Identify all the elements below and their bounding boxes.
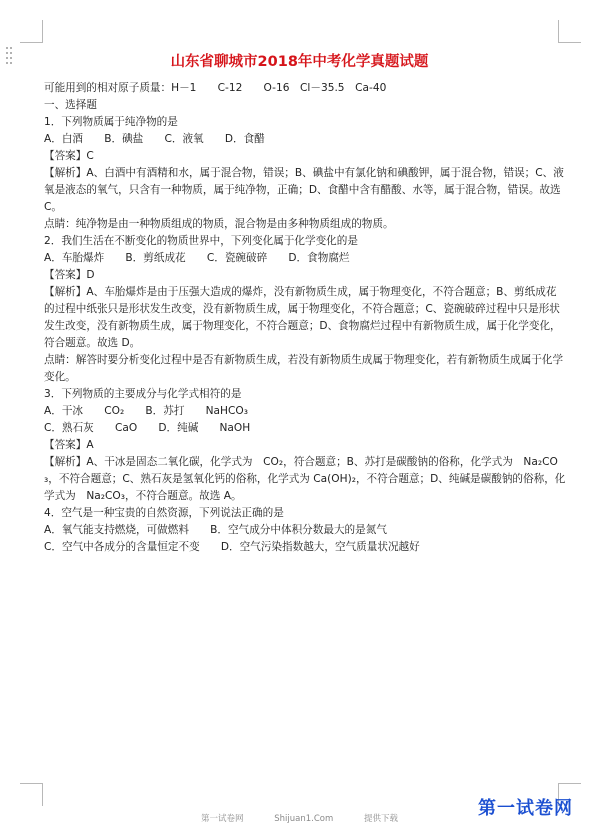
question-3-analysis: 【解析】A、干冰是固态二氧化碳，化学式为 CO₂，符合题意；B、苏打是碳酸钠的俗称，化学式为 Na₂CO₃，不符合题意；C、熟石灰是氢氧化钙的俗称，化学式为 Ca(OH)₂，不符合题意；D、纯碱是碳酸钠的俗称，化学式为 Na₂CO₃，不符合题意。故选 A。	[44, 456, 566, 502]
document-body	[44, 80, 566, 556]
question-4-options-ab: A．氧气能支持燃烧，可做燃料 B．空气成分中体积分数最大的是氮气	[44, 524, 387, 536]
question-3-options-cd: C．熟石灰 CaO D．纯碱 NaOH	[44, 422, 251, 434]
question-1-analysis: 【解析】A、白酒中有酒精和水，属于混合物，错误；B、碘盐中有氯化钠和碘酸钾，属于混合物，错误；C、液氧是液态的氧气，只含有一种物质，属于纯净物，正确；D、食醋中含有醋酸、水等，属于混合物，错误。故选 C。	[44, 167, 564, 213]
section-heading: 一、选择题	[44, 99, 97, 111]
question-3: 3．下列物质的主要成分与化学式相符的是	[44, 388, 242, 400]
question-2-analysis: 【解析】A、车胎爆炸是由于压强大造成的爆炸，没有新物质生成，属于物理变化，不符合题意；B、剪纸成花的过程中纸张只是形状发生改变，没有新物质生成，属于物理变化，不符合题意；C、瓷碗破碎过程中只是形状发生改变，没有新物质生成，属于物理变化，不符合题意；D、食物腐烂过程中有新物质生成，属于化学变化，符合题意。故选 D。	[44, 286, 561, 349]
question-2-answer: 【答案】D	[44, 269, 95, 281]
question-1: 1．下列物质属于纯净物的是	[44, 116, 178, 128]
question-3-answer: 【答案】A	[44, 439, 94, 451]
crop-mark-top-left	[20, 20, 43, 43]
question-1-tip: 点睛：纯净物是由一种物质组成的物质，混合物是由多种物质组成的物质。	[44, 218, 394, 230]
question-2-tip: 点睛：解答时要分析变化过程中是否有新物质生成，若没有新物质生成属于物理变化，若有新物质生成属于化学变化。	[44, 354, 564, 383]
crop-mark-top-right	[558, 20, 581, 43]
document-title: 山东省聊城市2018年中考化学真题试题	[170, 54, 429, 70]
question-1-options: A．白酒 B．碘盐 C．液氧 D．食醋	[44, 133, 265, 145]
footer-site-url: Shijuan1.Com	[274, 814, 334, 824]
atomic-mass-line: 可能用到的相对原子质量：H－1 C-12 O-16 Cl－35.5 Ca-40	[44, 82, 387, 94]
question-4-options-cd: C．空气中各成分的含量恒定不变 D．空气污染指数越大，空气质量状况越好	[44, 541, 420, 553]
footer-site-name: 第一试卷网	[201, 814, 244, 824]
brand-watermark: 第一试卷网	[478, 798, 573, 819]
crop-mark-bottom-left	[20, 783, 43, 806]
question-3-options-ab: A．干冰 CO₂ B．苏打 NaHCO₃	[44, 405, 248, 417]
footer-download-text: 提供下载	[363, 814, 398, 824]
question-4: 4．空气是一种宝贵的自然资源，下列说法正确的是	[44, 507, 284, 519]
question-2: 2．我们生活在不断变化的物质世界中，下列变化属于化学变化的是	[44, 235, 358, 247]
question-1-answer: 【答案】C	[44, 150, 94, 162]
question-2-options: A．车胎爆炸 B．剪纸成花 C．瓷碗破碎 D．食物腐烂	[44, 252, 350, 264]
